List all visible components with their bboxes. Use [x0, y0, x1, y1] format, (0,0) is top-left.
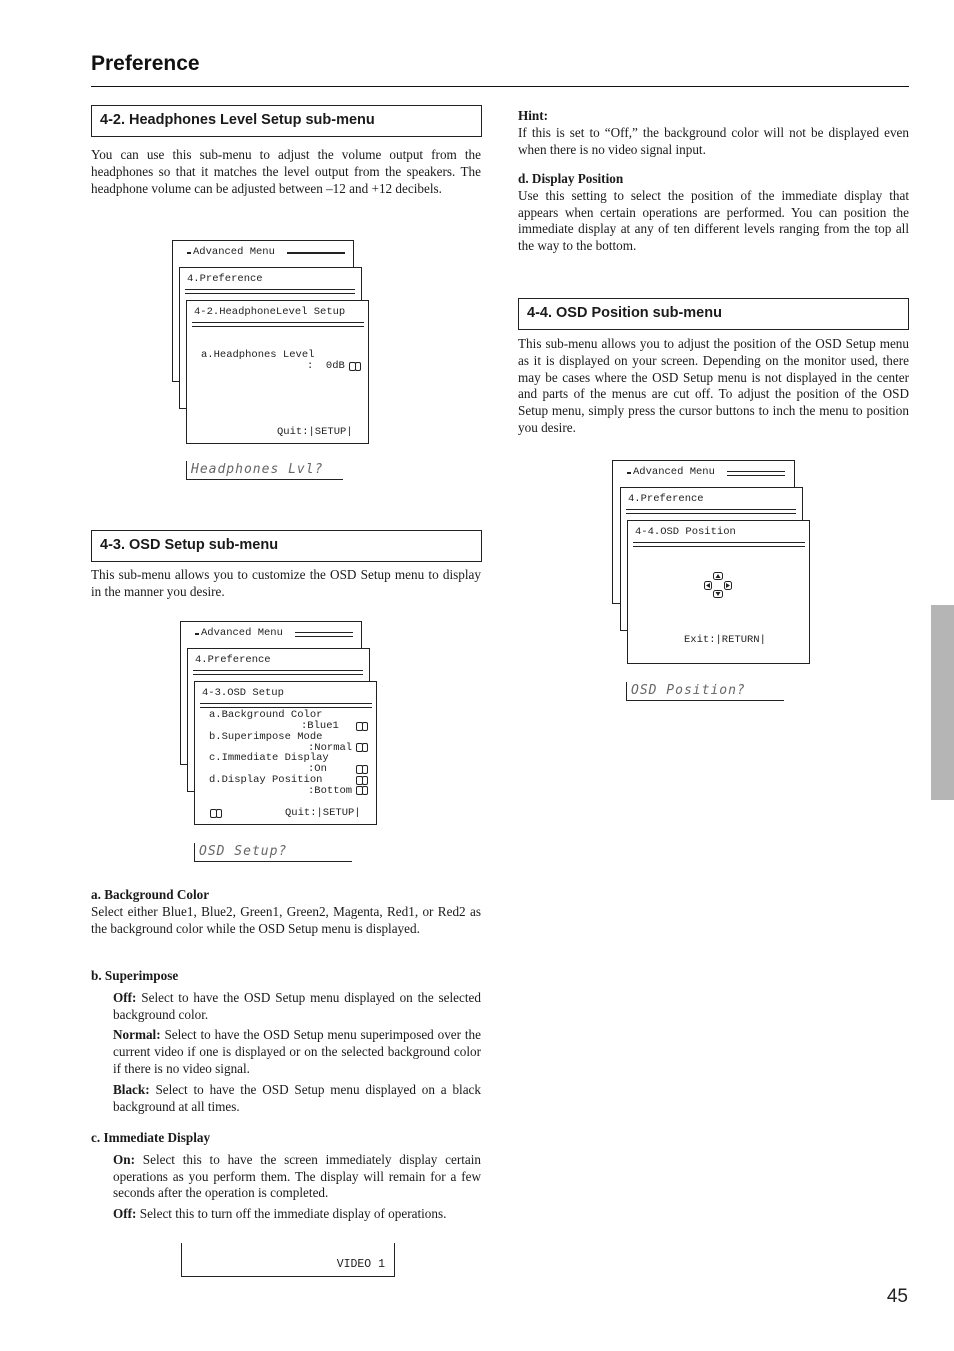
- osd-display-position-label: d.Display Position: [209, 774, 323, 786]
- left-right-arrows-icon: [356, 786, 367, 795]
- section-4-4-body: This sub-menu allows you to adjust the position of the OSD Setup menu as it is displayed on your screen. Depending on the monitor used, there may be cases where the OSD Setup menu is not displayed in the center and parts of the menus are cut off. To adjust the position of the OSD Setup menu, simply press the cursor buttons to inch the menu to position you desire.: [518, 336, 909, 435]
- page-number: 45: [886, 1286, 908, 1307]
- osd-immediate-display-value: :On: [308, 763, 327, 775]
- osd-background-color-label: a.Background Color: [209, 709, 323, 721]
- background-color-heading: a. Background Color: [91, 887, 210, 902]
- hint-heading: Hint:: [518, 108, 549, 123]
- osd-menu3-label: 4-4.OSD Position: [635, 526, 736, 538]
- background-color-body: Select either Blue1, Blue2, Green1, Green2, Magenta, Red1, or Red2 as the background color while the OSD Setup menu is displayed.: [91, 903, 481, 936]
- display-position-section: [518, 171, 909, 255]
- osd-immediate-display-label: c.Immediate Display: [209, 752, 329, 764]
- hint-section: [518, 108, 909, 158]
- superimpose-normal: Normal: Select to have the OSD Setup menu superimposed over the current video if one is displayed or on the selected background color if there is no video signal.: [113, 1027, 481, 1076]
- cursor-buttons-icon: [704, 572, 732, 598]
- left-right-arrows-icon: [356, 722, 367, 731]
- hint-body: If this is set to “Off,” the background color will not be displayed even when there is no video signal input.: [518, 124, 909, 157]
- lcd-osd-setup-text: OSD Setup?: [199, 844, 288, 859]
- immediate-display-screen: [181, 1243, 395, 1277]
- section-4-4-heading: 4-4. OSD Position sub-menu: [518, 298, 909, 330]
- osd-menu2-label: 4.Preference: [187, 273, 263, 285]
- up-down-arrows-icon: [210, 809, 221, 818]
- chapter-side-tab: [931, 605, 954, 800]
- section-4-2-heading: 4-2. Headphones Level Setup sub-menu: [91, 105, 482, 137]
- osd-menu2-label: 4.Preference: [195, 654, 271, 666]
- osd-quit-label: Quit:|SETUP|: [277, 426, 353, 438]
- left-right-arrows-icon: [356, 765, 367, 774]
- superimpose-heading: b. Superimpose: [91, 968, 179, 983]
- osd-quit-label: Quit:|SETUP|: [285, 807, 361, 819]
- superimpose-off: Off: Select to have the OSD Setup menu displayed on the selected background color.: [113, 989, 481, 1022]
- immediate-display-section: [91, 1130, 481, 1223]
- osd-headphones-level-label: a.Headphones Level: [201, 349, 315, 361]
- osd-menu3-label: 4-2.HeadphoneLevel Setup: [194, 306, 346, 318]
- display-position-heading: d. Display Position: [518, 171, 624, 186]
- osd-menu2-label: 4.Preference: [628, 493, 704, 505]
- osd-headphones-level-value: : 0dB: [307, 360, 345, 372]
- superimpose-black: Black: Select to have the OSD Setup menu displayed on a black background at all times.: [113, 1081, 481, 1114]
- osd-menu1-label: Advanced Menu: [201, 627, 283, 639]
- display-position-body: Use this setting to select the position of the immediate display that appears when certain operations are performed. You can position the immediate display at any of ten different levels ranging from the top all the way to the bottom.: [518, 187, 909, 254]
- immediate-display-heading: c. Immediate Display: [91, 1130, 211, 1145]
- osd-superimpose-label: b.Superimpose Mode: [209, 731, 323, 743]
- immediate-display-on: On: Select this to have the screen immediately display certain operations as you perform them. The display will remain for a few seconds after the operation is completed.: [113, 1151, 481, 1201]
- background-color-section: [91, 887, 481, 937]
- osd-superimpose-value: :Normal: [308, 742, 353, 754]
- osd-menu1-label: Advanced Menu: [193, 246, 275, 258]
- osd-menu1-label: Advanced Menu: [633, 466, 715, 478]
- section-4-2-body: You can use this sub-menu to adjust the volume output from the headphones so that it matches the level output from the speakers. The headphone volume can be adjusted between –12 and +12 decibels.: [91, 147, 481, 196]
- page-title: Preference: [91, 52, 200, 75]
- osd-setup-window: [194, 681, 377, 825]
- osd-headphone-setup-window: [186, 300, 369, 444]
- osd-position-window: [627, 520, 810, 664]
- section-4-3-body: This sub-menu allows you to customize the OSD Setup menu to display in the manner you desire.: [91, 567, 481, 599]
- lcd-osd-position-text: OSD Position?: [631, 683, 746, 698]
- left-right-arrows-icon: [356, 776, 367, 785]
- section-4-3-heading: 4-3. OSD Setup sub-menu: [91, 530, 482, 562]
- immediate-display-off: Off: Select this to turn off the immediate display of operations.: [113, 1206, 447, 1222]
- osd-background-color-value: :Blue1: [301, 720, 339, 732]
- osd-display-position-value: :Bottom: [308, 785, 353, 797]
- left-right-arrows-icon: [356, 743, 367, 752]
- osd-exit-label: Exit:|RETURN|: [684, 634, 766, 646]
- video-input-label: VIDEO 1: [336, 1258, 385, 1271]
- osd-menu3-label: 4-3.OSD Setup: [202, 687, 284, 699]
- superimpose-section: [91, 968, 481, 1115]
- left-right-arrows-icon: [349, 362, 360, 371]
- lcd-headphones-text: Headphones Lvl?: [191, 462, 324, 477]
- title-divider: [91, 86, 909, 87]
